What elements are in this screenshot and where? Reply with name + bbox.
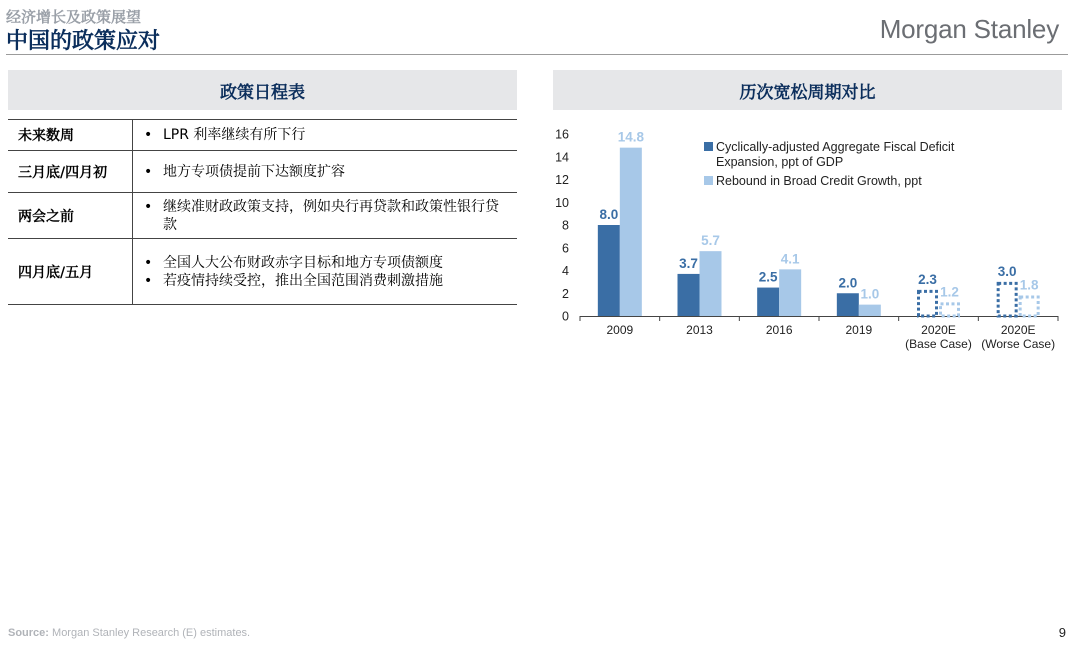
chart-heading: 历次宽松周期对比 <box>553 70 1062 110</box>
brand-logo: Morgan Stanley <box>879 14 1059 44</box>
bar <box>598 225 620 316</box>
source-note: Source: Morgan Stanley Research (E) estimates. <box>8 627 251 639</box>
items-cell <box>133 239 518 305</box>
bar <box>779 269 801 316</box>
schedule-heading: 政策日程表 <box>8 70 517 110</box>
data-label: 1.2 <box>940 284 959 300</box>
y-tick-label: 2 <box>562 286 569 301</box>
bar <box>757 288 779 316</box>
x-tick-label: (Worse Case) <box>981 337 1056 351</box>
table-row <box>8 120 517 151</box>
list-item: • 若疫情持续受控，推出全国范围消费刺激措施 <box>163 272 517 290</box>
bar <box>678 274 700 316</box>
legend-swatch <box>704 142 713 151</box>
data-label: 1.0 <box>860 286 880 302</box>
data-label: 4.1 <box>780 251 800 267</box>
bar-estimate <box>941 304 959 316</box>
legend-swatch <box>704 176 713 185</box>
y-tick-label: 12 <box>555 173 569 187</box>
bar <box>700 251 722 316</box>
items-cell <box>133 151 518 193</box>
period-cell: 未来数周 <box>8 120 133 151</box>
data-label: 2.3 <box>918 271 937 287</box>
legend-label: Expansion, ppt of GDP <box>716 155 844 169</box>
x-tick-label: 2019 <box>845 323 873 337</box>
easing-cycles-bar-chart <box>540 115 1070 365</box>
y-tick-label: 0 <box>562 309 569 324</box>
x-tick-label: 2016 <box>765 323 793 337</box>
bar-estimate <box>998 283 1016 316</box>
data-label: 3.7 <box>679 255 698 271</box>
bar-estimate <box>1020 297 1038 316</box>
y-tick-label: 6 <box>562 241 569 256</box>
y-tick-label: 14 <box>555 150 569 165</box>
data-label: 1.8 <box>1019 277 1039 293</box>
page-number: 9 <box>1058 625 1066 640</box>
legend-label: Cyclically-adjusted Aggregate Fiscal Deficit <box>716 140 955 154</box>
period-cell: 四月底/五月 <box>8 239 133 305</box>
legend-label: Rebound in Broad Credit Growth, ppt <box>716 174 922 188</box>
period-cell: 两会之前 <box>8 193 133 239</box>
table-row <box>8 151 517 193</box>
bar <box>620 148 642 316</box>
x-tick-label: 2020E <box>1000 323 1036 337</box>
list-item: • 全国人大公布财政赤字目标和地方专项债额度 <box>163 254 517 272</box>
y-tick-label: 4 <box>562 264 569 278</box>
bar <box>859 305 881 316</box>
data-label: 2.5 <box>758 269 778 285</box>
data-label: 3.0 <box>997 263 1017 279</box>
x-tick-label: 2009 <box>606 323 634 337</box>
policy-schedule-table <box>8 119 517 305</box>
y-tick-label: 10 <box>555 195 569 210</box>
data-label: 8.0 <box>599 207 619 222</box>
items-cell <box>133 193 518 239</box>
data-label: 2.0 <box>838 275 858 291</box>
list-item: • 地方专项债提前下达额度扩容 <box>163 163 517 181</box>
data-label: 5.7 <box>701 233 720 249</box>
list-item: • LPR 利率继续有所下行 <box>163 126 517 144</box>
data-label: 14.8 <box>617 129 644 145</box>
x-tick-label: 2020E <box>921 323 956 337</box>
bar-estimate <box>919 291 937 316</box>
y-tick-label: 8 <box>562 218 569 233</box>
page-title: 中国的政策应对 <box>6 29 161 54</box>
list-item: • 继续准财政政策支持，例如央行再贷款和政策性银行贷款 <box>163 198 501 234</box>
header-divider <box>6 54 1068 55</box>
x-tick-label: 2013 <box>686 323 713 337</box>
section-subtitle: 经济增长及政策展望 <box>6 8 142 26</box>
table-row <box>8 239 517 305</box>
y-tick-label: 16 <box>555 127 569 142</box>
items-cell <box>133 120 518 151</box>
x-tick-label: (Base Case) <box>905 337 972 351</box>
bar <box>837 293 859 316</box>
table-row <box>8 193 517 239</box>
period-cell: 三月底/四月初 <box>8 151 133 193</box>
